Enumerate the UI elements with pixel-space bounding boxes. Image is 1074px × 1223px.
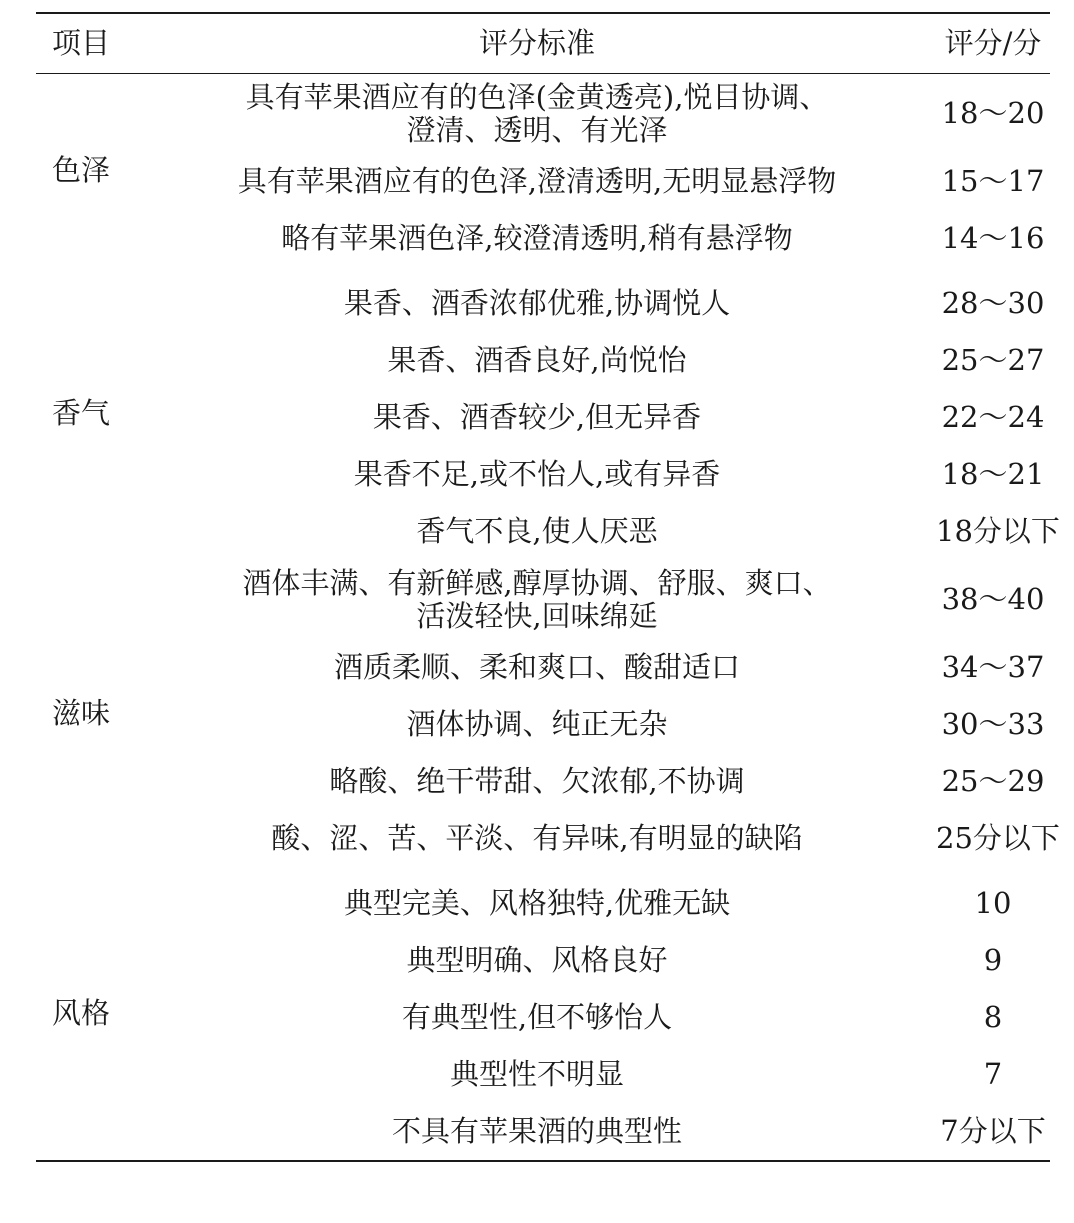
criteria-cell: 果香不足,或不怡人,或有异香 <box>353 457 721 491</box>
header-criteria: 评分标准 <box>478 26 595 60</box>
criteria-cell: 酒体协调、纯正无杂 <box>406 707 668 741</box>
score-cell: 14～16 <box>941 221 1045 255</box>
group-item-aroma: 香气 <box>52 396 111 430</box>
score-cell: 25～27 <box>941 343 1045 377</box>
score-cell: 28～30 <box>941 286 1045 320</box>
criteria-cell: 典型完美、风格独特,优雅无缺 <box>343 886 731 920</box>
table-row <box>36 446 1050 503</box>
table-row <box>36 74 1050 154</box>
criteria-cell: 香气不良,使人厌恶 <box>416 514 658 548</box>
score-cell: 38～40 <box>941 582 1045 616</box>
score-cell: 34～37 <box>941 650 1045 684</box>
table-row <box>36 753 1050 810</box>
score-cell: 18～21 <box>941 457 1045 491</box>
score-cell: 18分以下 <box>936 514 1060 548</box>
criteria-cell: 不具有苹果酒的典型性 <box>391 1114 682 1148</box>
group-item-style: 风格 <box>52 996 111 1030</box>
score-cell: 30～33 <box>941 707 1045 741</box>
table-row <box>36 1103 1050 1161</box>
criteria-cell: 略酸、绝干带甜、欠浓郁,不协调 <box>329 764 745 798</box>
table-row <box>36 503 1050 560</box>
table-header <box>36 13 1050 74</box>
table-row <box>36 153 1050 210</box>
score-cell: 15～17 <box>941 164 1045 198</box>
score-cell: 7分以下 <box>940 1114 1046 1148</box>
header-item: 项目 <box>52 26 111 60</box>
score-cell: 25～29 <box>941 764 1045 798</box>
score-cell: 22～24 <box>941 400 1045 434</box>
criteria-cell: 具有苹果酒应有的色泽,澄清透明,无明显悬浮物 <box>237 164 837 198</box>
table-row <box>36 267 1050 332</box>
table-row <box>36 867 1050 932</box>
group-item-color: 色泽 <box>52 153 111 187</box>
criteria-cell: 略有苹果酒色泽,较澄清透明,稍有悬浮物 <box>281 221 793 255</box>
score-cell: 9 <box>983 943 1003 977</box>
group-item-taste: 滋味 <box>52 696 111 730</box>
criteria-cell: 果香、酒香较少,但无异香 <box>372 400 702 434</box>
table-row <box>36 639 1050 696</box>
criteria-cell: 果香、酒香浓郁优雅,协调悦人 <box>343 286 731 320</box>
score-cell: 10 <box>974 886 1012 920</box>
score-cell: 18～20 <box>941 96 1045 130</box>
score-cell: 25分以下 <box>936 821 1060 855</box>
header-score: 评分/分 <box>944 26 1042 60</box>
table-row <box>36 932 1050 989</box>
criteria-cell: 具有苹果酒应有的色泽(金黄透亮),悦目协调、澄清、透明、有光泽 <box>245 79 829 147</box>
table-row <box>36 810 1050 867</box>
criteria-cell: 酒体丰满、有新鲜感,醇厚协调、舒服、爽口、活泼轻快,回味绵延 <box>242 565 832 633</box>
criteria-cell: 典型性不明显 <box>449 1057 624 1091</box>
table-row <box>36 989 1050 1046</box>
criteria-cell: 典型明确、风格良好 <box>406 943 668 977</box>
criteria-cell: 酸、涩、苦、平淡、有异味,有明显的缺陷 <box>271 821 803 855</box>
criteria-cell: 酒质柔顺、柔和爽口、酸甜适口 <box>333 650 740 684</box>
table-body <box>36 74 1060 1162</box>
criteria-cell: 果香、酒香良好,尚悦怡 <box>387 343 687 377</box>
scoring-table <box>36 12 1060 1162</box>
table-row <box>36 696 1050 753</box>
table-row <box>36 332 1050 389</box>
score-cell: 8 <box>983 1000 1003 1034</box>
table-row <box>36 389 1050 446</box>
table-row <box>36 1046 1050 1103</box>
table-row <box>36 560 1050 639</box>
criteria-cell: 有典型性,但不够怡人 <box>401 1000 673 1034</box>
header-row <box>36 13 1050 74</box>
score-cell: 7 <box>983 1057 1003 1091</box>
table-row <box>36 210 1050 267</box>
